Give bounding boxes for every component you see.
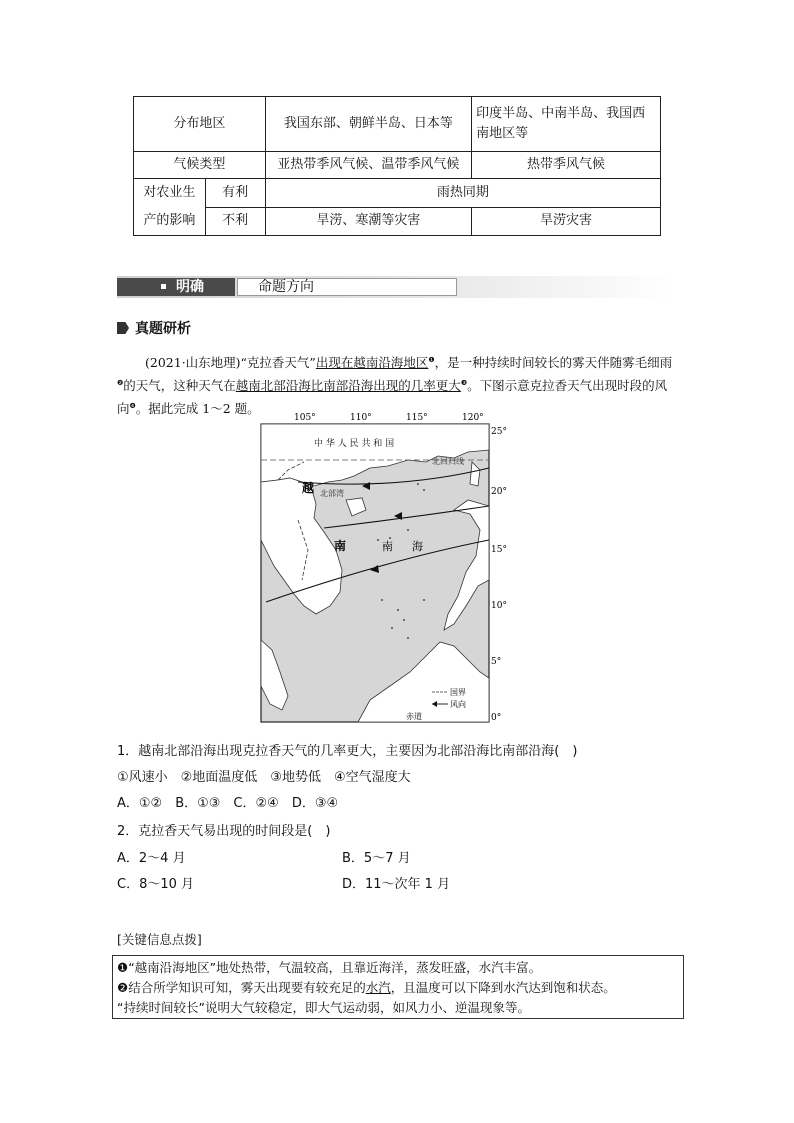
south-china-sea-map bbox=[258, 410, 507, 726]
question-1-stem: 1．越南北部沿海出现克拉香天气的几率更大，主要因为北部沿海比南部沿海( ) bbox=[117, 744, 578, 759]
lat-label-20: 20° bbox=[491, 487, 507, 497]
lat-label-5: 5° bbox=[491, 657, 502, 667]
question-2-stem: 2．克拉香天气易出现的时间段是( ) bbox=[117, 824, 331, 839]
label-sea-1: 南 bbox=[382, 540, 393, 553]
label-gulf: 北部湾 bbox=[320, 489, 344, 498]
lat-label-0: 0° bbox=[491, 713, 502, 723]
arrow-marker-icon bbox=[117, 322, 129, 334]
cell-favorable-value: 雨热同期 bbox=[265, 179, 660, 208]
section-title-text: 真题研析 bbox=[135, 321, 191, 337]
cell-subtropical-unfavorable: 旱涝、寒潮等灾害 bbox=[265, 207, 471, 236]
banner-dark-tab bbox=[117, 278, 235, 296]
banner-light-tab: 命题方向 bbox=[237, 278, 457, 296]
intro-underlined-2: 越南北部沿海比南部沿海出现的几率更大 bbox=[235, 378, 461, 394]
question-1-items: ①风速小 ②地面温度低 ③地势低 ④空气湿度大 bbox=[117, 770, 411, 785]
question-2-option-a: A．2～4 月 bbox=[117, 851, 186, 866]
label-favorable: 有利 bbox=[205, 179, 265, 208]
key-info-box bbox=[112, 955, 684, 1019]
key-info-line-3: “持续时间较长”说明大气较稳定，即大气运动弱，如风力小、逆温现象等。 bbox=[117, 1000, 530, 1015]
question-2-option-d: D．11～次年 1 月 bbox=[342, 877, 451, 892]
question-2-option-c: C．8～10 月 bbox=[117, 877, 195, 892]
section-title bbox=[117, 318, 191, 338]
label-equator: 赤道 bbox=[406, 712, 422, 721]
intro-text-3: 。下图示意克拉香天气出现时段的风向 bbox=[117, 378, 668, 417]
cell-subtropical-climate: 亚热带季风气候、温带季风气候 bbox=[265, 152, 471, 179]
lat-label-15: 15° bbox=[491, 545, 507, 555]
label-china: 中 华 人 民 共 和 国 bbox=[314, 439, 395, 449]
lon-label-115: 115° bbox=[406, 413, 428, 423]
label-sea-2: 海 bbox=[412, 540, 423, 553]
question-2-option-b: B．5～7 月 bbox=[342, 851, 411, 866]
banner-dark-label: 明确 bbox=[176, 279, 204, 295]
label-tropic: 北回归线 bbox=[432, 457, 464, 466]
intro-text-1: ，是一种持续时间较长的雾天伴随雾毛细雨 bbox=[434, 355, 673, 371]
key-info-line-2a: ❷结合所学知识可知，雾天出现要有较充足的 bbox=[117, 980, 366, 995]
key-info-line-1: ❶“越南沿海地区”地处热带，气温较高，且靠近海洋，蒸发旺盛，水汽丰富。 bbox=[117, 960, 542, 975]
question-source: (2021·山东地理) bbox=[145, 355, 241, 371]
label-vietnam-2: 南 bbox=[334, 539, 347, 553]
intro-term: “克拉香天气” bbox=[240, 355, 316, 371]
cell-tropical-unfavorable: 旱涝灾害 bbox=[472, 207, 661, 236]
row-label-agriculture: 对农业生产的影响 bbox=[134, 179, 206, 236]
lat-label-25: 25° bbox=[491, 427, 507, 437]
key-info-line-2 bbox=[117, 978, 679, 998]
intro-underlined-1: 出现在越南沿海地区 bbox=[315, 355, 429, 371]
lon-label-105: 105° bbox=[294, 413, 316, 423]
legend-border-label: 国界 bbox=[450, 688, 466, 697]
key-info-line-2c: ，且温度可以下降到水汽达到饱和状态。 bbox=[390, 980, 616, 995]
label-vietnam-1: 越 bbox=[302, 481, 315, 495]
row-label-climate-type: 气候类型 bbox=[134, 152, 266, 179]
intro-text-2: 的天气，这种天气在 bbox=[123, 378, 236, 394]
lat-label-10: 10° bbox=[491, 601, 507, 611]
label-unfavorable: 不利 bbox=[205, 207, 265, 236]
section-banner bbox=[117, 274, 677, 300]
climate-table bbox=[133, 96, 661, 236]
intro-paragraph: (2021·山东地理)“克拉香天气”出现在越南沿海地区$^❶$，是一种持续时间较长的雾天伴随雾毛细雨$^❷$的天气，这种天气在越南北部沿海比南部沿海出现的几率更大$^❸$。下图示意克拉香天气出现时段的风向$^❹$。据此完成 1～2 题。 bbox=[117, 355, 673, 417]
cell-tropical-distribution: 印度半岛、中南半岛、我国西南地区等 bbox=[472, 97, 661, 152]
key-info-underlined: 水汽 bbox=[365, 980, 391, 995]
legend-wind-label: 风向 bbox=[450, 700, 466, 709]
question-1-options: A．①② B．①③ C．②④ D．③④ bbox=[117, 796, 339, 811]
cell-tropical-climate: 热带季风气候 bbox=[472, 152, 661, 179]
row-label-distribution: 分布地区 bbox=[134, 97, 266, 152]
lon-label-120: 120° bbox=[462, 413, 484, 423]
lon-label-110: 110° bbox=[350, 413, 372, 423]
key-info-title: [关键信息点拨] bbox=[117, 932, 202, 947]
intro-text-4: 。据此完成 1～2 题。 bbox=[135, 401, 260, 417]
cell-subtropical-distribution: 我国东部、朝鲜半岛、日本等 bbox=[265, 97, 471, 152]
square-bullet-icon bbox=[161, 284, 166, 289]
